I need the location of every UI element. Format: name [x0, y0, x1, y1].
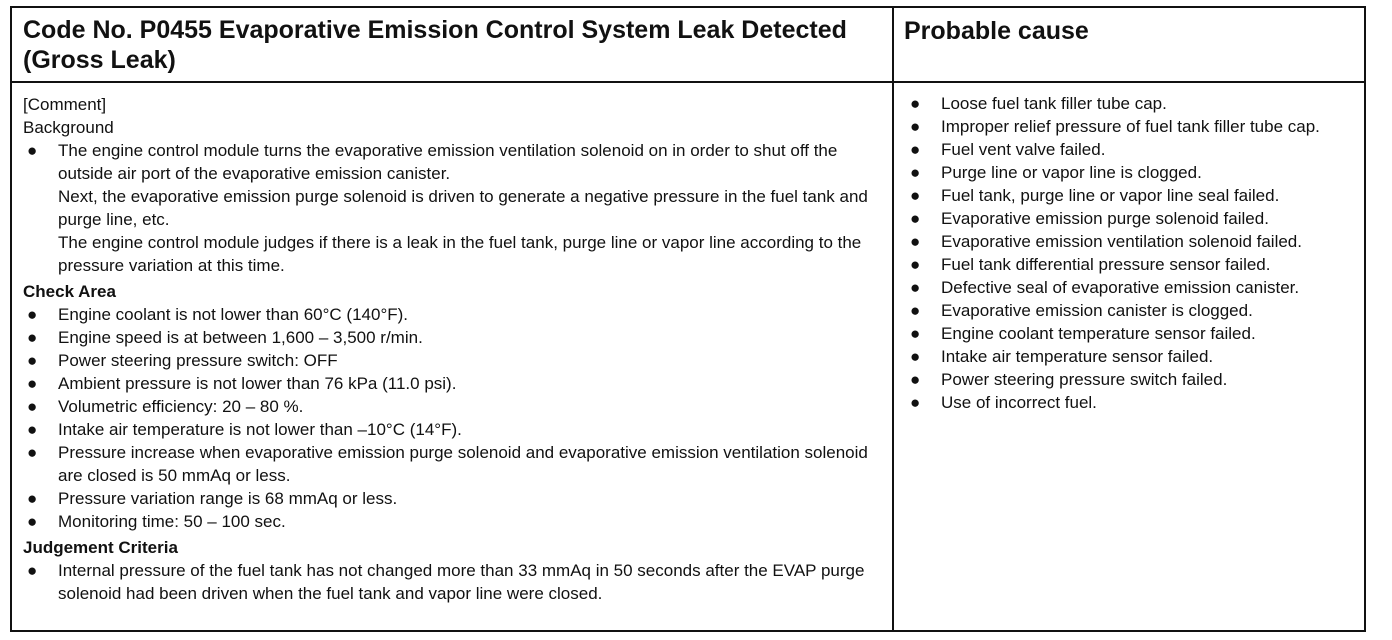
list-item [23, 418, 876, 441]
list-item [906, 207, 1354, 230]
bullet-icon: ● [910, 209, 921, 228]
bullet-icon: ● [910, 393, 921, 412]
bullet-icon: ● [910, 232, 921, 251]
bullet-icon: ● [910, 255, 921, 274]
bullet-icon: ● [910, 140, 921, 159]
bullet-icon: ● [27, 305, 38, 324]
list-item [906, 92, 1354, 115]
cause-text: Evaporative emission purge solenoid failed. [941, 209, 1269, 228]
list-item [906, 253, 1354, 276]
list-item [23, 559, 876, 605]
check-area-text: Engine speed is at between 1,600 – 3,500 r/min. [58, 328, 423, 347]
bullet-icon: ● [910, 94, 921, 113]
bullet-icon: ● [910, 347, 921, 366]
check-area-text: Engine coolant is not lower than 60°C (140°F). [58, 305, 409, 324]
judgement-text: Internal pressure of the fuel tank has not changed more than 33 mmAq in 50 seconds after the EVAP purge solenoid had been driven when the fuel tank and vapor line were closed. [58, 561, 865, 603]
background-item [23, 139, 876, 185]
bullet-icon: ● [27, 420, 38, 439]
check-area-text: Power steering pressure switch: OFF [58, 351, 338, 370]
bullet-icon: ● [27, 512, 38, 531]
cause-text: Purge line or vapor line is clogged. [941, 163, 1202, 182]
list-item [906, 345, 1354, 368]
list-item [906, 230, 1354, 253]
cause-text: Loose fuel tank filler tube cap. [941, 94, 1167, 113]
bullet-icon: ● [27, 374, 38, 393]
list-item [23, 441, 876, 487]
list-item [23, 326, 876, 349]
bullet-icon: ● [27, 561, 38, 580]
bullet-icon: ● [910, 117, 921, 136]
cause-text: Engine coolant temperature sensor failed. [941, 324, 1256, 343]
check-area-text: Ambient pressure is not lower than 76 kPa (11.0 psi). [58, 374, 457, 393]
list-item [906, 161, 1354, 184]
judgement-criteria-heading: Judgement Criteria [23, 538, 178, 557]
list-item [906, 115, 1354, 138]
cause-text: Intake air temperature sensor failed. [941, 347, 1214, 366]
probable-cause-list [906, 92, 1354, 414]
background-text-3: The engine control module judges if there is a leak in the fuel tank, purge line or vapor line according to the pressure variation at this time. [58, 233, 862, 275]
probable-cause-title: Probable cause [904, 17, 1089, 45]
cause-text: Defective seal of evaporative emission canister. [941, 278, 1300, 297]
cause-text: Fuel tank, purge line or vapor line seal failed. [941, 186, 1280, 205]
list-item [23, 487, 876, 510]
list-item [23, 303, 876, 326]
list-item [906, 368, 1354, 391]
check-area-text: Volumetric efficiency: 20 – 80 %. [58, 397, 304, 416]
bullet-icon: ● [27, 351, 38, 370]
list-item [906, 391, 1354, 414]
probable-cause-column [906, 92, 1354, 414]
check-area-list [23, 303, 876, 533]
bullet-icon: ● [27, 443, 38, 462]
cause-text: Fuel tank differential pressure sensor failed. [941, 255, 1271, 274]
cause-text: Evaporative emission ventilation solenoid failed. [941, 232, 1302, 251]
code-title: Code No. P0455 Evaporative Emission Control System Leak Detected (Gross Leak) [23, 16, 847, 74]
list-item [906, 138, 1354, 161]
check-area-text: Intake air temperature is not lower than –10°C (14°F). [58, 420, 462, 439]
bullet-icon: ● [910, 186, 921, 205]
bullet-icon: ● [27, 141, 38, 160]
cause-text: Improper relief pressure of fuel tank filler tube cap. [941, 117, 1320, 136]
background-text-2: Next, the evaporative emission purge solenoid is driven to generate a negative pressure in the fuel tank and purge line, etc. [58, 187, 868, 229]
bullet-icon: ● [27, 397, 38, 416]
check-area-text: Monitoring time: 50 – 100 sec. [58, 512, 286, 531]
list-item [906, 184, 1354, 207]
header-divider [12, 81, 1364, 83]
background-label: Background [23, 118, 114, 137]
column-divider [892, 8, 894, 630]
bullet-icon: ● [910, 301, 921, 320]
list-item [906, 322, 1354, 345]
cause-text: Evaporative emission canister is clogged. [941, 301, 1253, 320]
cause-text: Power steering pressure switch failed. [941, 370, 1228, 389]
check-area-text: Pressure increase when evaporative emission purge solenoid and evaporative emission ventilation solenoid are closed is 50 mmAq or less. [58, 443, 868, 485]
check-area-text: Pressure variation range is 68 mmAq or less. [58, 489, 398, 508]
judgement-list [23, 559, 876, 605]
list-item [23, 395, 876, 418]
bullet-icon: ● [910, 163, 921, 182]
list-item [906, 276, 1354, 299]
comment-column [23, 93, 876, 605]
bullet-icon: ● [910, 324, 921, 343]
list-item [906, 299, 1354, 322]
comment-label: [Comment] [23, 95, 107, 114]
cause-text: Use of incorrect fuel. [941, 393, 1097, 412]
background-text-1: The engine control module turns the evaporative emission ventilation solenoid on in order to shut off the outside air port of the evaporative emission canister. [58, 141, 838, 183]
bullet-icon: ● [27, 328, 38, 347]
check-area-heading: Check Area [23, 282, 116, 301]
list-item [23, 372, 876, 395]
diagnostic-table [10, 6, 1366, 632]
cause-text: Fuel vent valve failed. [941, 140, 1106, 159]
list-item [23, 510, 876, 533]
bullet-icon: ● [910, 370, 921, 389]
bullet-icon: ● [910, 278, 921, 297]
bullet-icon: ● [27, 489, 38, 508]
list-item [23, 349, 876, 372]
